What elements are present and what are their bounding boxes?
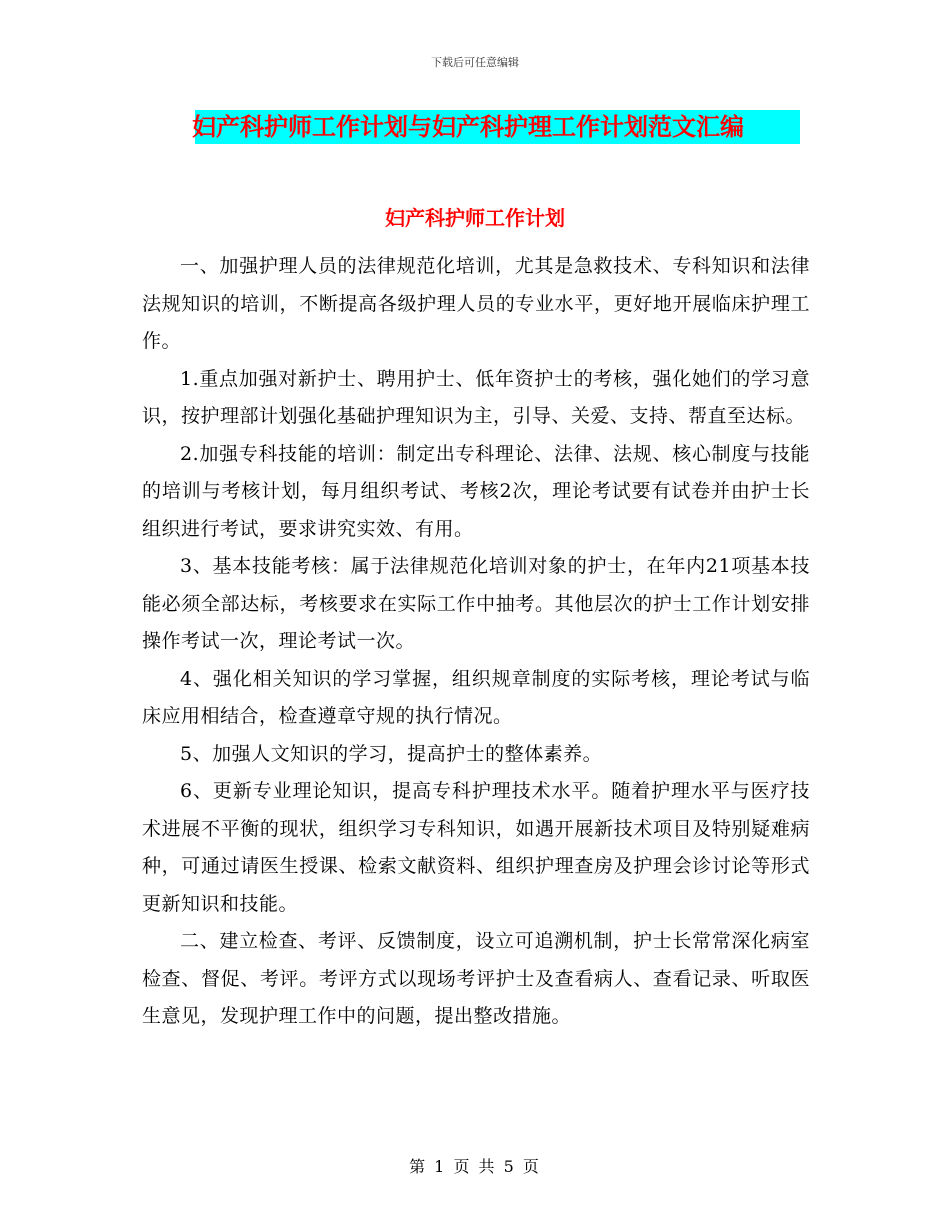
document-body <box>142 248 810 1036</box>
document-title: 妇产科护师工作计划与妇产科护理工作计划范文汇编 <box>192 112 744 141</box>
page-footer: 第 1 页 共 5 页 <box>409 1157 541 1176</box>
paragraph: 6、更新专业理论知识，提高专科护理技术水平。随着护理水平与医疗技术进展不平衡的现状，组织学习专科知识，如遇开展新技术项目及特别疑难病种，可通过请医生授课、检索文献资料、组织护理查房及护理会诊讨论等形式更新知识和技能。 <box>142 780 810 915</box>
paragraph: 5、加强人文知识的学习，提高护士的整体素养。 <box>180 742 603 765</box>
paragraph: 二、建立检查、考评、反馈制度，设立可追溯机制，护士长常常深化病室检查、督促、考评。考评方式以现场考评护士及查看病人、查看记录、听取医生意见，发现护理工作中的问题，提出整改措施。 <box>142 930 810 1027</box>
paragraph: 一、加强护理人员的法律规范化培训，尤其是急救技术、专科知识和法律法规知识的培训，不断提高各级护理人员的专业水平，更好地开展临床护理工作。 <box>142 255 810 352</box>
paragraph: 4、强化相关知识的学习掌握，组织规章制度的实际考核，理论考试与临床应用相结合，检查遵章守规的执行情况。 <box>142 667 810 727</box>
section-title: 妇产科护师工作计划 <box>385 206 565 230</box>
header-note: 下载后可任意编辑 <box>431 56 519 69</box>
paragraph: 1.重点加强对新护士、聘用护士、低年资护士的考核，强化她们的学习意识，按护理部计划强化基础护理知识为主，引导、关爱、支持、帮直至达标。 <box>142 367 810 427</box>
paragraph: 2.加强专科技能的培训：制定出专科理论、法律、法规、核心制度与技能的培训与考核计划，每月组织考试、考核2次，理论考试要有试卷并由护士长组织进行考试，要求讲究实效、有用。 <box>142 442 810 540</box>
paragraph: 3、基本技能考核：属于法律规范化培训对象的护士，在年内21项基本技能必须全部达标，考核要求在实际工作中抽考。其他层次的护士工作计划安排操作考试一次，理论考试一次。 <box>142 555 810 652</box>
